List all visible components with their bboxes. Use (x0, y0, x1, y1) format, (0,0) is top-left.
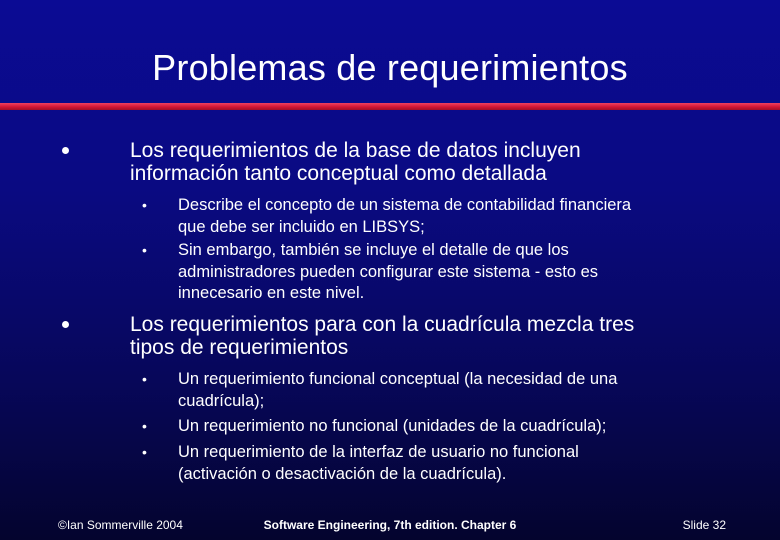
footer-book-title: Software Engineering, 7th edition. Chapter 6 (263, 518, 517, 532)
sub-item-2-1-line-1: Un requerimiento funcional conceptual (la necesidad de una (178, 370, 618, 388)
slide-title: Problemas de requerimientos (152, 47, 628, 88)
footer-copyright: ©Ian Sommerville 2004 (58, 518, 183, 532)
bullet-icon: • (142, 418, 147, 434)
sub-item-1-2-line-1: Sin embargo, también se incluye el detalle de que los (178, 241, 569, 259)
bullet-item-2-line-1: Los requerimientos para con la cuadrícula mezcla tres (130, 313, 635, 336)
bullet-item-1-line-1: Los requerimientos de la base de datos incluyen (130, 139, 581, 162)
sub-item-2-3-line-2: (activación o desactivación de la cuadrícula). (178, 464, 507, 483)
bullet-icon: • (142, 371, 147, 387)
sub-item-1-2-line-3: innecesario en este nivel. (178, 284, 365, 302)
bullet-dot-icon (62, 321, 69, 328)
title-divider (0, 103, 780, 110)
sub-item-1-1-line-1: Describe el concepto de un sistema de contabilidad financiera (178, 196, 632, 214)
sub-item-2-2-line-1: Un requerimiento no funcional (unidades de la cuadrícula); (178, 417, 607, 435)
sub-item-1-2 (142, 240, 738, 305)
sub-item-1-1-line-2: que debe ser incluido en LIBSYS; (178, 217, 425, 236)
bullet-item-1-line-2: información tanto conceptual como detallada (130, 162, 547, 185)
sub-item-2-1-line-2: cuadrícula); (178, 391, 265, 410)
bullet-icon: • (142, 242, 147, 258)
sub-item-2-3-line-1: Un requerimiento de la interfaz de usuario no funcional (178, 443, 579, 461)
bullet-icon: • (142, 197, 147, 213)
sub-item-1-2-line-2: administradores pueden configurar este sistema - esto es (178, 262, 599, 281)
bullet-item-1 (130, 139, 750, 185)
sub-item-2-2 (142, 416, 738, 438)
bullet-item-2 (130, 313, 750, 359)
bullet-item-2-line-2: tipos de requerimientos (130, 336, 349, 359)
sub-item-2-1 (142, 369, 738, 412)
footer-slide-number: Slide 32 (682, 518, 726, 532)
bullet-icon: • (142, 444, 147, 460)
bullet-dot-icon (62, 147, 69, 154)
sub-item-1-1 (142, 195, 738, 238)
sub-item-2-3 (142, 442, 738, 485)
